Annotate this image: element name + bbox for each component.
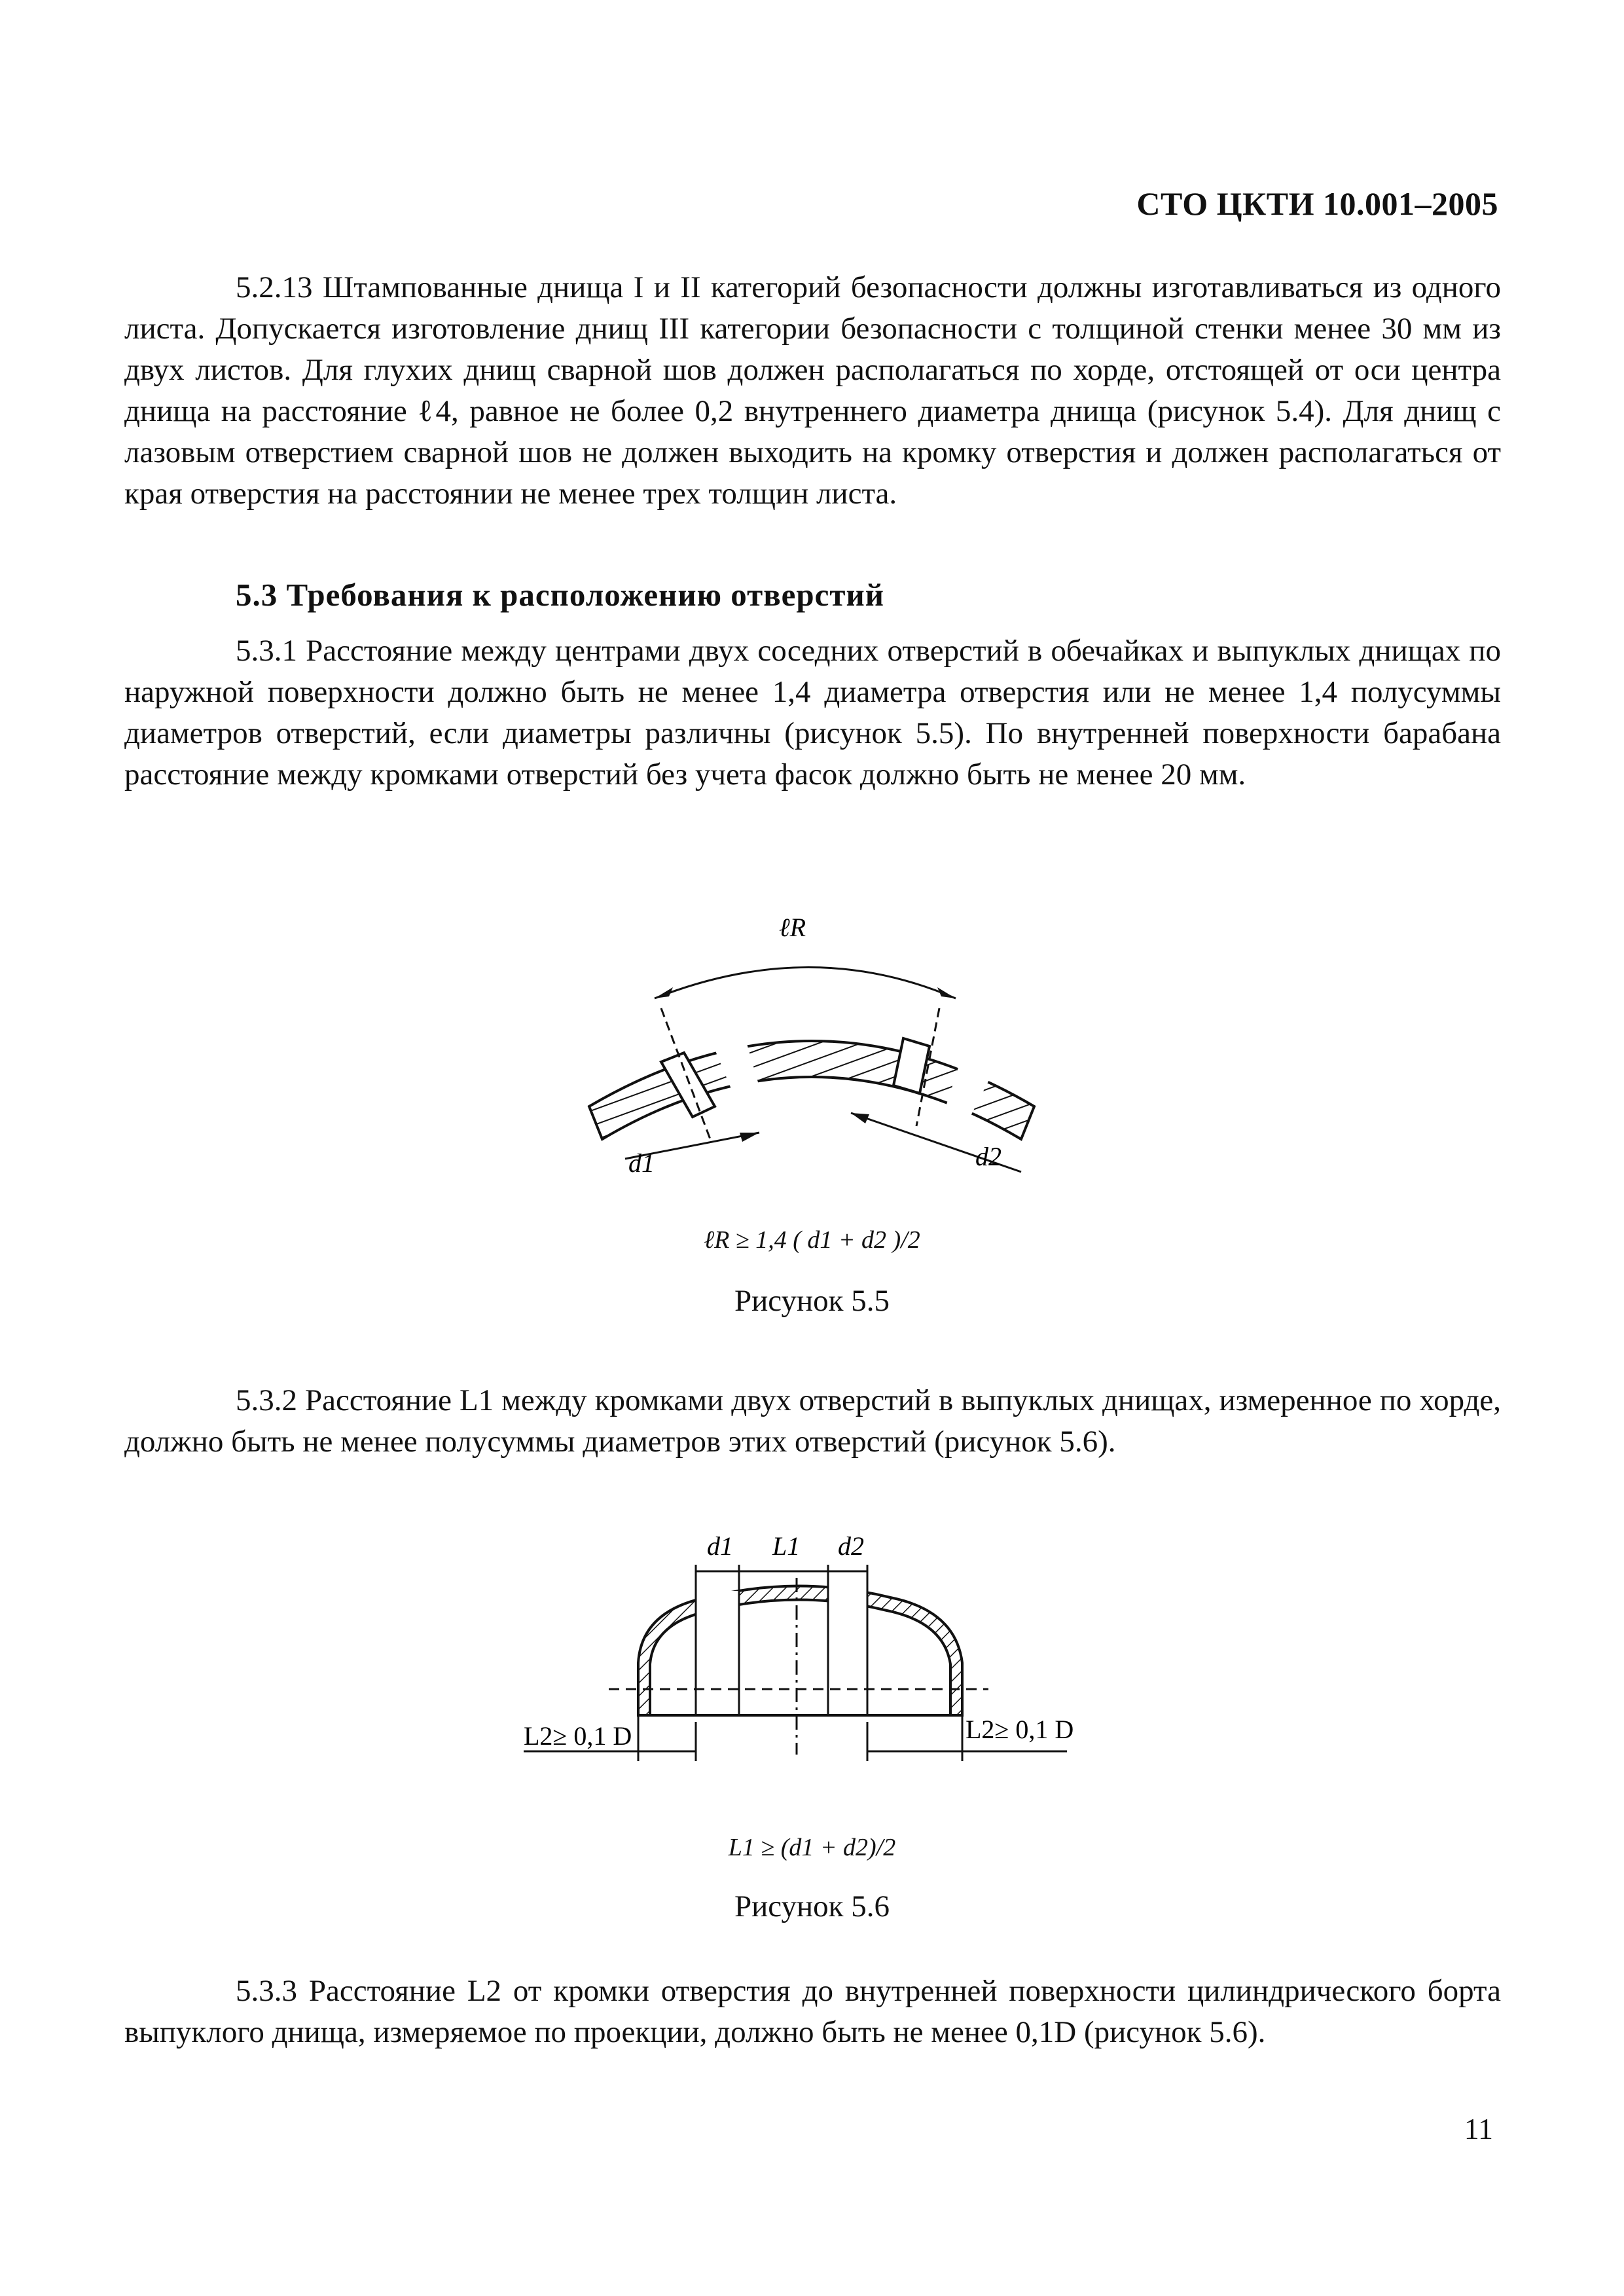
figure-5-6-formula: L1 ≥ (d1 + d2)/2 <box>728 1834 896 1861</box>
label-d2: d2 <box>975 1142 1001 1171</box>
label-L2-right: L2≥ 0,1 D <box>965 1715 1074 1744</box>
label-arc-lr: ℓR <box>779 913 806 942</box>
document-code: СТО ЦКТИ 10.001–2005 <box>1136 185 1498 222</box>
section-heading-5-3: 5.3 Требования к расположению отверстий <box>236 577 884 613</box>
figure-5-5-formula: ℓR ≥ 1,4 ( d1 + d2 )/2 <box>704 1226 920 1254</box>
paragraph-5-2-13: 5.2.13 Штампованные днища I и II категорий безопасности должны изготавливаться из одного листа. Допускается изготовление днищ III категории безопасности с толщиной стенки менее 30 мм из двух листов. Для глухих днищ сварной шов должен располагаться по хорде, отстоящей от оси центра днища на расстояние ℓ4, равное не более 0,2 внутреннего диаметра днища (рисунок 5.4). Для днищ с лазовым отверстием сварной шов не должен выходить на кромку отверстия и должен располагаться от края отверстия на расстоянии не менее трех толщин листа. <box>124 270 1501 511</box>
page-number: 11 <box>1464 2112 1493 2145</box>
label-L2-left: L2≥ 0,1 D <box>524 1721 632 1751</box>
figure-5-5-caption: Рисунок 5.5 <box>734 1284 890 1318</box>
label-L1: L1 <box>772 1531 801 1561</box>
paragraph-5-3-1: 5.3.1 Расстояние между центрами двух соседних отверстий в обечайках и выпуклых днищах по наружной поверхности должно быть не менее 1,4 диаметра отверстия или не менее 1,4 полусуммы диаметров отверстий, если диаметры различны (рисунок 5.5). По внутренней поверхности барабана расстояние между кромками отверстий без учета фасок должно быть не менее 20 мм. <box>124 634 1501 792</box>
label-d1-top: d1 <box>707 1531 733 1561</box>
paragraph-5-3-3: 5.3.3 Расстояние L2 от кромки отверстия до внутренней поверхности цилиндрического борта выпуклого днища, измеряемое по проекции, должно быть не менее 0,1D (рисунок 5.6). <box>124 1974 1501 2049</box>
figure-5-5-diagram <box>563 890 1060 1205</box>
figure-5-6-caption: Рисунок 5.6 <box>734 1889 890 1923</box>
paragraph-5-3-2: 5.3.2 Расстояние L1 между кромками двух отверстий в выпуклых днищах, измеренное по хорде, должно быть не менее полусуммы диаметров этих отверстий (рисунок 5.6). <box>124 1383 1501 1459</box>
label-d1: d1 <box>628 1148 655 1178</box>
figure-5-6-diagram <box>511 1525 1100 1800</box>
head-shell <box>638 1586 962 1716</box>
arc-dimension <box>655 968 956 999</box>
label-d2-top: d2 <box>838 1531 864 1561</box>
